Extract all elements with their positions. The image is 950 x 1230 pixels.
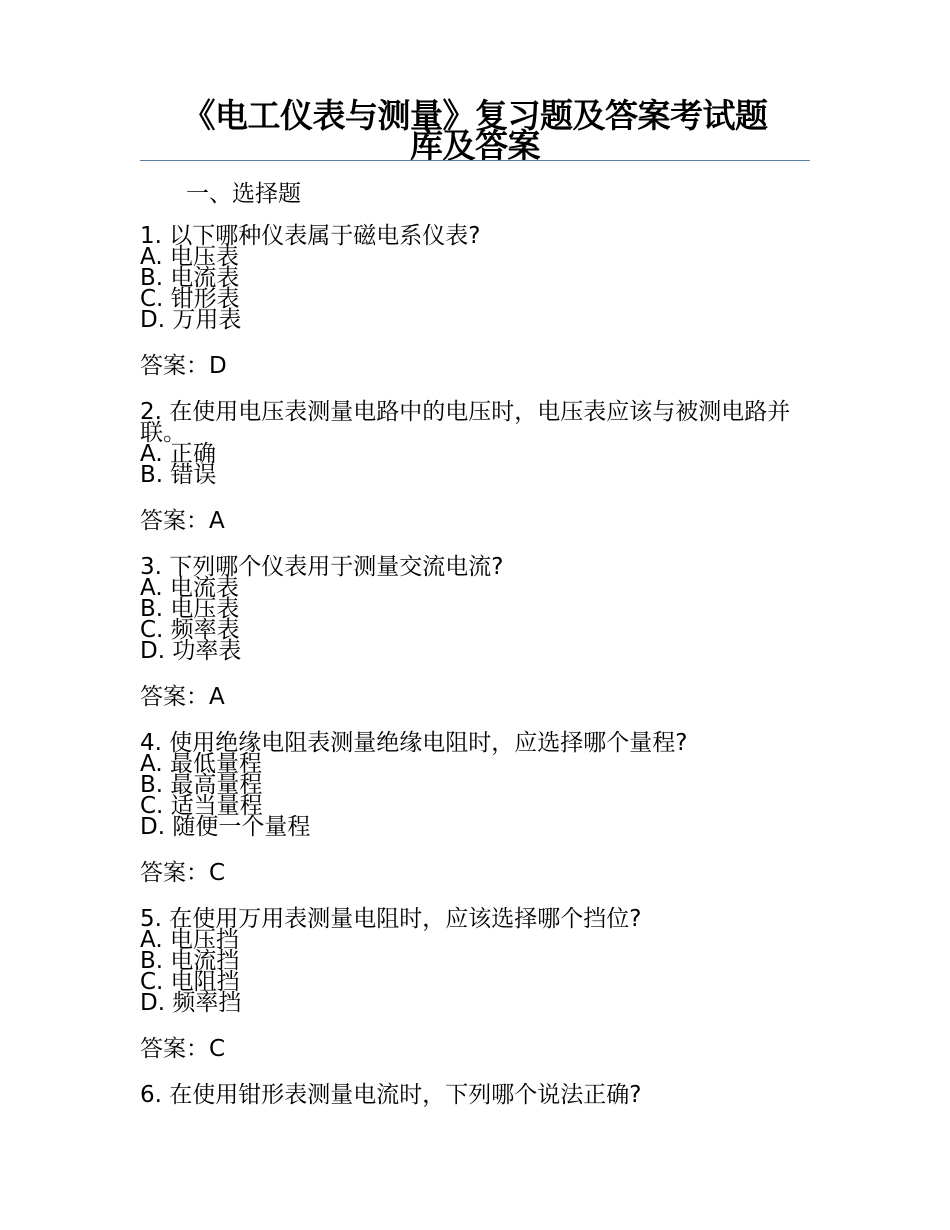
option-c: C. 频率表	[140, 617, 240, 643]
option-a: A. 最低量程	[140, 751, 262, 777]
question-2	[140, 400, 810, 536]
question-3	[140, 555, 810, 712]
option-a: A. 正确	[140, 441, 216, 467]
question-1	[140, 224, 810, 381]
question-text: 5. 在使用万用表测量电阻时，应该选择哪个挡位?	[140, 906, 642, 932]
option-c: C. 电阻挡	[140, 969, 240, 995]
option-d: D. 万用表	[140, 307, 242, 333]
question-list	[140, 224, 810, 1125]
option-d: D. 功率表	[140, 638, 242, 664]
option-d: D. 随便一个量程	[140, 814, 311, 840]
title-line-1: 《电工仪表与测量》复习题及答案考试题	[182, 96, 768, 135]
question-6	[140, 1083, 810, 1106]
option-b: B. 错误	[140, 462, 217, 488]
option-c: C. 钳形表	[140, 286, 240, 312]
section-heading: 一、选择题	[186, 181, 301, 207]
option-a: A. 电流表	[140, 575, 239, 601]
answer-line: 答案：C	[140, 860, 226, 886]
document-title	[140, 98, 810, 164]
option-b: B. 电压表	[140, 596, 240, 622]
answer-line: 答案：D	[140, 353, 227, 379]
option-b: B. 电流挡	[140, 948, 240, 974]
option-c: C. 适当量程	[140, 793, 263, 819]
answer-line: 答案：A	[140, 508, 225, 534]
title-line-2: 库及答案	[410, 126, 540, 165]
question-5	[140, 907, 810, 1064]
question-text: 1. 以下哪种仪表属于磁电系仪表?	[140, 223, 481, 249]
question-4	[140, 731, 810, 888]
question-text: 3. 下列哪个仪表用于测量交流电流?	[140, 554, 504, 580]
option-a: A. 电压表	[140, 244, 239, 270]
question-text: 6. 在使用钳形表测量电流时，下列哪个说法正确?	[140, 1082, 642, 1108]
question-text: 2. 在使用电压表测量电路中的电压时，电压表应该与被测电路并联。	[140, 399, 791, 446]
option-b: B. 电流表	[140, 265, 240, 291]
answer-line: 答案：C	[140, 1036, 226, 1062]
title-underline	[140, 160, 810, 161]
answer-line: 答案：A	[140, 684, 225, 710]
option-b: B. 最高量程	[140, 772, 263, 798]
option-a: A. 电压挡	[140, 927, 239, 953]
option-d: D. 频率挡	[140, 990, 242, 1016]
question-text: 4. 使用绝缘电阻表测量绝缘电阻时，应选择哪个量程?	[140, 730, 688, 756]
